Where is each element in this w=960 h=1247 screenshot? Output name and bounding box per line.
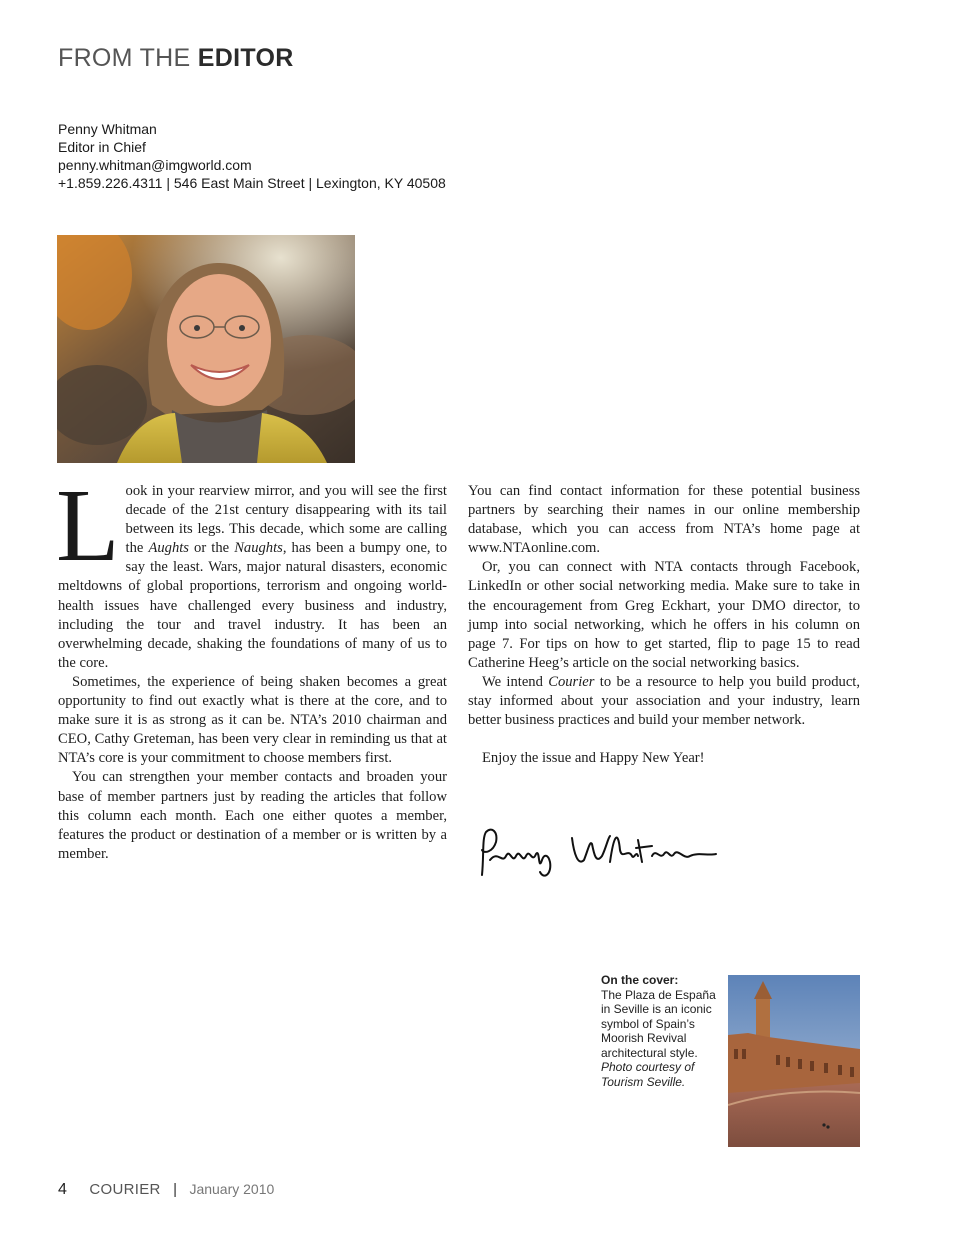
editor-email[interactable]: penny.whitman@imgworld.com (58, 157, 252, 173)
section-title-emphasis: EDITOR (197, 44, 294, 72)
article-paragraph-5: Or, you can connect with NTA contacts through Facebook, LinkedIn or other social networking media. Make sure to take in the encouragement from Greg Eckhart, your DMO director, to jump into social networking, which he offers in his column on page 7. For tips on how to get started, flip to page 15 to read Catherine Heeg’s article on the social networking basics. (468, 559, 860, 671)
article-column-right (468, 482, 860, 768)
cover-caption (601, 973, 723, 1089)
article-column-left (56, 468, 447, 864)
footer-separator: | (173, 1181, 177, 1198)
article-paragraph-1: Look in your rearview mirror, and you will see the first decade of the 21st century disappearing with its tail between its legs. This decade, which some are calling the Aughts or the Naughts, has been a bumpy one, to say the least. Wars, major natural disasters, economic meltdowns of global proportions, terrorism and ongoing world-health issues have challenged every business and industry, including the tour and travel industry. It has been an overwhelming decade, shaking the foundations of many of us to the core. (56, 468, 447, 671)
page-section-title (58, 44, 294, 73)
article-closing: Enjoy the issue and Happy New Year! (482, 750, 705, 767)
editor-signature (476, 820, 726, 890)
page-footer (58, 1181, 274, 1199)
article-paragraph-4: You can find contact information for these potential business partners by searching their names in our online membership database, which you can access from NTA’s home page at www.NTAonline.com. (468, 483, 860, 557)
cover-caption-label: On the cover: (601, 973, 679, 987)
signature-drawing (476, 820, 726, 890)
editor-name: Penny Whitman (58, 121, 157, 137)
editor-address: +1.859.226.4311 | 546 East Main Street | Lexington, KY 40508 (58, 175, 446, 191)
article-paragraph-6: We intend Courier to be a resource to help you build product, stay informed about your association and your industry, learn better business practices and build your member network. (468, 673, 860, 729)
editor-contact-block (58, 120, 446, 192)
publication-name: COURIER (89, 1181, 161, 1198)
portrait-illustration (57, 235, 355, 463)
article-paragraph-3: You can strengthen your member contacts and broaden your base of member partners just by reading the articles that follow this column each month. Each one either quotes a member, features the product or destination of a member or is written by a member. (58, 769, 447, 862)
plaza-de-espana-illustration (728, 975, 860, 1147)
section-title-prefix: FROM THE (58, 44, 191, 72)
editor-portrait-photo (57, 235, 355, 463)
article-paragraph-2: Sometimes, the experience of being shaken becomes a great opportunity to find out exactly what is there at the core, and to make sure it is as strong as it can be. NTA’s 2010 chairman and CEO, Cathy Greteman, has been very clear in reminding us that at NTA’s core is your commitment to choose members first. (58, 673, 447, 767)
editor-title: Editor in Chief (58, 139, 146, 155)
page-number: 4 (58, 1181, 67, 1198)
cover-caption-text: The Plaza de España in Seville is an iconic symbol of Spain’s Moorish Revival architectural style. (601, 987, 716, 1060)
cover-photo-credit: Photo courtesy of Tourism Seville. (601, 1060, 695, 1089)
issue-date: January 2010 (189, 1181, 275, 1197)
cover-thumbnail-photo (728, 975, 860, 1147)
drop-cap: L (56, 468, 120, 583)
